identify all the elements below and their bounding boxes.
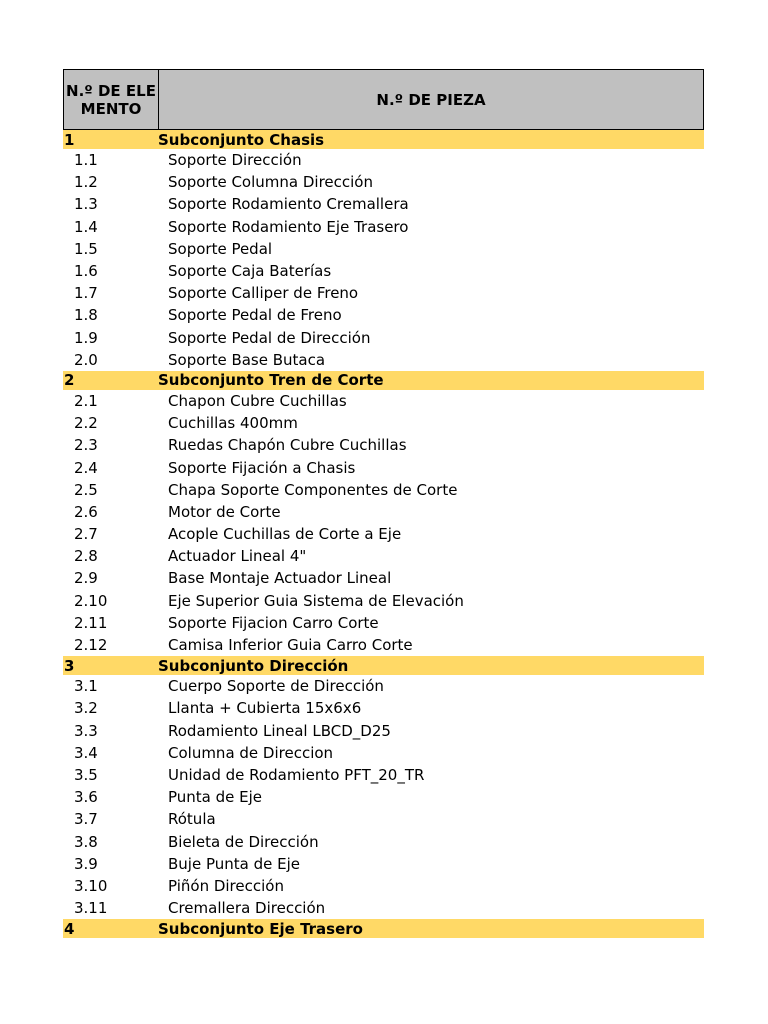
- element-number-cell: 2.9: [74, 569, 98, 588]
- table-row: [63, 304, 704, 326]
- element-number-cell: 1.6: [74, 262, 98, 281]
- table-row: [63, 612, 704, 634]
- table-row: [63, 149, 704, 171]
- element-number-cell: 3.3: [74, 721, 98, 740]
- table-row: [63, 567, 704, 589]
- table-row: [63, 545, 704, 567]
- piece-name-cell: Camisa Inferior Guia Carro Corte: [168, 636, 413, 655]
- piece-name-cell: Soporte Fijacion Carro Corte: [168, 613, 379, 632]
- table-row: [63, 786, 704, 808]
- piece-name-cell: Soporte Pedal: [168, 239, 273, 258]
- element-number-cell: 2.3: [74, 436, 98, 455]
- table-row: [63, 808, 704, 830]
- piece-name-cell: Bieleta de Dirección: [168, 832, 319, 851]
- table-row: [63, 349, 704, 371]
- element-number-cell: 4: [64, 919, 75, 938]
- piece-name-cell: Rótula: [168, 810, 216, 829]
- element-number-cell: 1.9: [74, 328, 98, 347]
- element-number-header: N.º DE ELEMENTO: [64, 70, 159, 129]
- element-number-cell: 3: [64, 656, 75, 675]
- element-number-cell: 1.5: [74, 239, 98, 258]
- piece-name-cell: Soporte Calliper de Freno: [168, 284, 359, 303]
- table-row: [63, 282, 704, 304]
- group-row: [63, 130, 704, 149]
- element-number-cell: 1.7: [74, 284, 98, 303]
- piece-name-cell: Subconjunto Chasis: [158, 130, 325, 149]
- element-number-cell: 2.12: [74, 636, 108, 655]
- element-number-cell: 3.1: [74, 677, 98, 696]
- table-row: [63, 590, 704, 612]
- table-row: [63, 675, 704, 697]
- element-number-cell: 3.9: [74, 854, 98, 873]
- element-number-cell: 2.11: [74, 613, 108, 632]
- element-number-cell: 2.0: [74, 350, 98, 369]
- element-number-cell: 3.11: [74, 899, 108, 918]
- piece-name-cell: Eje Superior Guia Sistema de Elevación: [168, 591, 464, 610]
- table-row: [63, 216, 704, 238]
- element-number-cell: 2.1: [74, 391, 98, 410]
- table-row: [63, 720, 704, 742]
- piece-name-cell: Actuador Lineal 4": [168, 547, 307, 566]
- table-row: [63, 238, 704, 260]
- piece-name-cell: Acople Cuchillas de Corte a Eje: [168, 525, 402, 544]
- table-row: [63, 434, 704, 456]
- table-row: [63, 390, 704, 412]
- element-number-cell: 2.10: [74, 591, 108, 610]
- piece-name-cell: Soporte Dirección: [168, 151, 302, 170]
- element-number-cell: 3.8: [74, 832, 98, 851]
- piece-name-cell: Cuchillas 400mm: [168, 414, 298, 433]
- piece-name-cell: Soporte Fijación a Chasis: [168, 458, 356, 477]
- table-row: [63, 501, 704, 523]
- element-number-cell: 3.10: [74, 876, 108, 895]
- element-number-cell: 2.2: [74, 414, 98, 433]
- element-number-cell: 2.4: [74, 458, 98, 477]
- table-row: [63, 171, 704, 193]
- element-number-cell: 1: [64, 130, 75, 149]
- group-row: [63, 656, 704, 675]
- piece-name-cell: Soporte Columna Dirección: [168, 173, 373, 192]
- piece-name-cell: Columna de Direccion: [168, 743, 334, 762]
- table-row: [63, 742, 704, 764]
- parts-table: [63, 69, 704, 938]
- piece-name-cell: Subconjunto Dirección: [158, 656, 349, 675]
- piece-name-cell: Cuerpo Soporte de Dirección: [168, 677, 384, 696]
- element-number-cell: 1.1: [74, 151, 98, 170]
- piece-name-cell: Soporte Caja Baterías: [168, 262, 332, 281]
- piece-name-cell: Ruedas Chapón Cubre Cuchillas: [168, 436, 407, 455]
- piece-name-cell: Soporte Base Butaca: [168, 350, 326, 369]
- element-number-cell: 2.6: [74, 502, 98, 521]
- piece-name-cell: Subconjunto Tren de Corte: [158, 371, 384, 390]
- element-number-cell: 1.4: [74, 217, 98, 236]
- table-row: [63, 875, 704, 897]
- table-row: [63, 456, 704, 478]
- piece-name-cell: Soporte Pedal de Dirección: [168, 328, 371, 347]
- piece-name-cell: Llanta + Cubierta 15x6x6: [168, 699, 362, 718]
- piece-name-cell: Rodamiento Lineal LBCD_D25: [168, 721, 391, 740]
- table-row: [63, 764, 704, 786]
- element-number-cell: 3.4: [74, 743, 98, 762]
- piece-name-cell: Piñón Dirección: [168, 876, 284, 895]
- element-number-cell: 2.8: [74, 547, 98, 566]
- table-row: [63, 327, 704, 349]
- piece-name-cell: Buje Punta de Eje: [168, 854, 300, 873]
- table-row: [63, 479, 704, 501]
- piece-name-cell: Unidad de Rodamiento PFT_20_TR: [168, 765, 425, 784]
- table-header: [63, 69, 704, 130]
- table-row: [63, 830, 704, 852]
- element-number-cell: 3.6: [74, 788, 98, 807]
- table-row: [63, 260, 704, 282]
- element-number-cell: 2: [64, 371, 75, 390]
- piece-name-cell: Punta de Eje: [168, 788, 263, 807]
- piece-name-cell: Soporte Pedal de Freno: [168, 306, 342, 325]
- group-row: [63, 919, 704, 938]
- element-number-cell: 3.2: [74, 699, 98, 718]
- piece-name-cell: Chapon Cubre Cuchillas: [168, 391, 347, 410]
- table-row: [63, 412, 704, 434]
- piece-name-cell: Subconjunto Eje Trasero: [158, 919, 363, 938]
- piece-number-header: N.º DE PIEZA: [376, 90, 486, 109]
- element-number-cell: 1.3: [74, 195, 98, 214]
- table-body: [63, 130, 704, 938]
- group-row: [63, 371, 704, 390]
- table-row: [63, 523, 704, 545]
- table-row: [63, 897, 704, 919]
- element-number-cell: 2.5: [74, 480, 98, 499]
- piece-name-cell: Soporte Rodamiento Eje Trasero: [168, 217, 409, 236]
- piece-name-cell: Base Montaje Actuador Lineal: [168, 569, 392, 588]
- element-number-cell: 3.7: [74, 810, 98, 829]
- element-number-cell: 1.2: [74, 173, 98, 192]
- piece-name-cell: Cremallera Dirección: [168, 899, 326, 918]
- table-row: [63, 853, 704, 875]
- element-number-cell: 3.5: [74, 765, 98, 784]
- piece-name-cell: Chapa Soporte Componentes de Corte: [168, 480, 458, 499]
- table-row: [63, 193, 704, 215]
- table-row: [63, 634, 704, 656]
- piece-name-cell: Motor de Corte: [168, 502, 281, 521]
- piece-name-cell: Soporte Rodamiento Cremallera: [168, 195, 409, 214]
- element-number-cell: 2.7: [74, 525, 98, 544]
- element-number-cell: 1.8: [74, 306, 98, 325]
- table-row: [63, 697, 704, 719]
